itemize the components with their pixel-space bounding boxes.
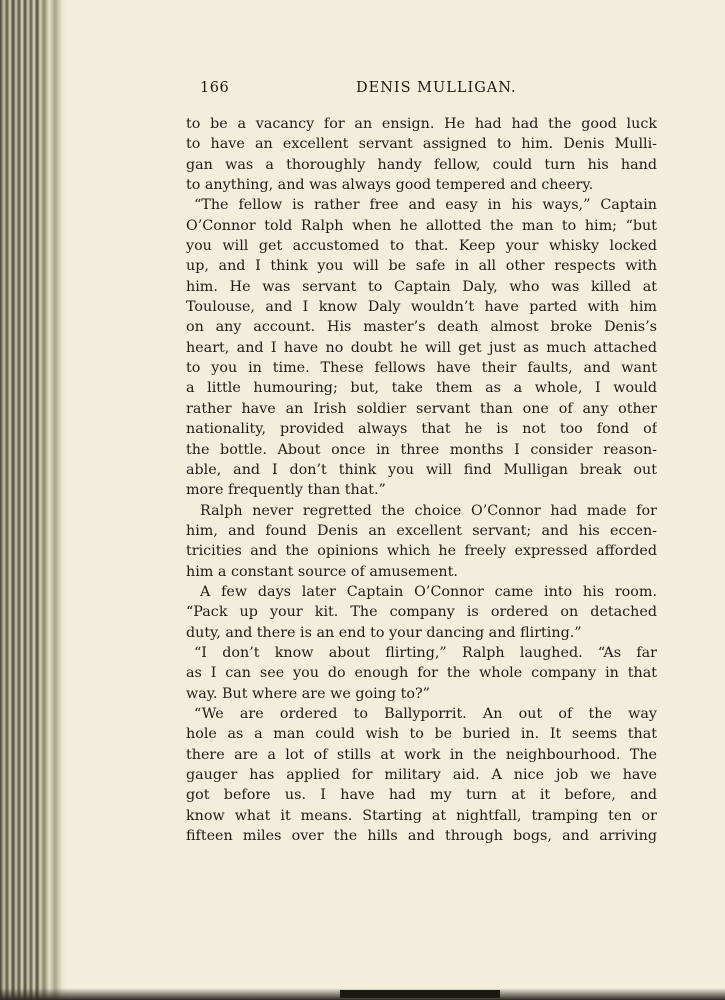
text-line: fifteen miles over the hills and through bogs, and arriving bbox=[186, 828, 657, 845]
text-line: hole as a man could wish to be buried in. It seems that bbox=[186, 726, 657, 743]
text-line: nationality, provided always that he is not too fond of bbox=[186, 421, 657, 438]
text-line: up, and I think you will be safe in all other respects with bbox=[186, 258, 657, 275]
text-line: rather have an Irish soldier servant than one of any other bbox=[186, 400, 657, 417]
book-page bbox=[186, 80, 657, 846]
text-line: you will get accustomed to that. Keep your whisky locked bbox=[186, 238, 657, 255]
text-line: gan was a thoroughly handy fellow, could turn his hand bbox=[186, 156, 657, 173]
text-line: there are a lot of stills at work in the neighbourhood. The bbox=[186, 746, 657, 763]
text-line: duty, and there is an end to your dancing and flirting.” bbox=[186, 624, 582, 641]
text-line: got before us. I have had my turn at it before, and bbox=[186, 787, 657, 804]
book-binding-gutter bbox=[0, 0, 68, 1000]
text-line: A few days later Captain O’Connor came into his room. bbox=[200, 583, 657, 600]
text-line: him a constant source of amusement. bbox=[186, 563, 458, 580]
text-line: way. But where are we going to?” bbox=[186, 685, 430, 702]
text-line: a little humouring; but, take them as a whole, I would bbox=[186, 380, 657, 397]
body-text bbox=[186, 114, 657, 846]
running-title: DENIS MULLIGAN. bbox=[356, 80, 517, 96]
page-header bbox=[186, 80, 657, 106]
text-line: to you in time. These fellows have their faults, and want bbox=[186, 360, 657, 377]
text-line: the bottle. About once in three months I consider reason- bbox=[186, 441, 657, 458]
text-line: heart, and I have no doubt he will get just as much attached bbox=[186, 339, 657, 356]
text-line: Ralph never regretted the choice O’Connor had made for bbox=[200, 502, 657, 519]
text-line: “Pack up your kit. The company is ordered on detached bbox=[186, 604, 657, 621]
text-line: tricities and the opinions which he freely expressed afforded bbox=[186, 543, 657, 560]
text-line: “We are ordered to Ballyporrit. An out of the way bbox=[194, 705, 657, 722]
text-line: “The fellow is rather free and easy in his ways,” Captain bbox=[194, 197, 657, 214]
text-line: to anything, and was always good tempered and cheery. bbox=[186, 177, 594, 194]
text-line: him. He was servant to Captain Daly, who was killed at bbox=[186, 278, 657, 295]
text-line: O’Connor told Ralph when he allotted the man to him; “but bbox=[186, 217, 657, 234]
text-line: Toulouse, and I know Daly wouldn’t have parted with him bbox=[186, 299, 657, 316]
text-line: more frequently than that.” bbox=[186, 482, 386, 499]
page-tab-mark bbox=[340, 990, 500, 998]
text-line: “I don’t know about flirting,” Ralph laughed. “As far bbox=[194, 644, 657, 661]
text-line: as I can see you do enough for the whole company in that bbox=[186, 665, 657, 682]
text-line: able, and I don’t think you will find Mulligan break out bbox=[186, 461, 657, 478]
text-line: on any account. His master’s death almost broke Denis’s bbox=[186, 319, 657, 336]
text-line: gauger has applied for military aid. A nice job we have bbox=[186, 767, 657, 783]
text-line: him, and found Denis an excellent servant; and his eccen- bbox=[186, 522, 657, 539]
text-line: know what it means. Starting at nightfall, tramping ten or bbox=[186, 807, 657, 824]
text-line: to be a vacancy for an ensign. He had had the good luck bbox=[186, 116, 657, 132]
text-line: to have an excellent servant assigned to him. Denis Mulli- bbox=[186, 136, 657, 153]
page-number: 166 bbox=[200, 80, 230, 96]
